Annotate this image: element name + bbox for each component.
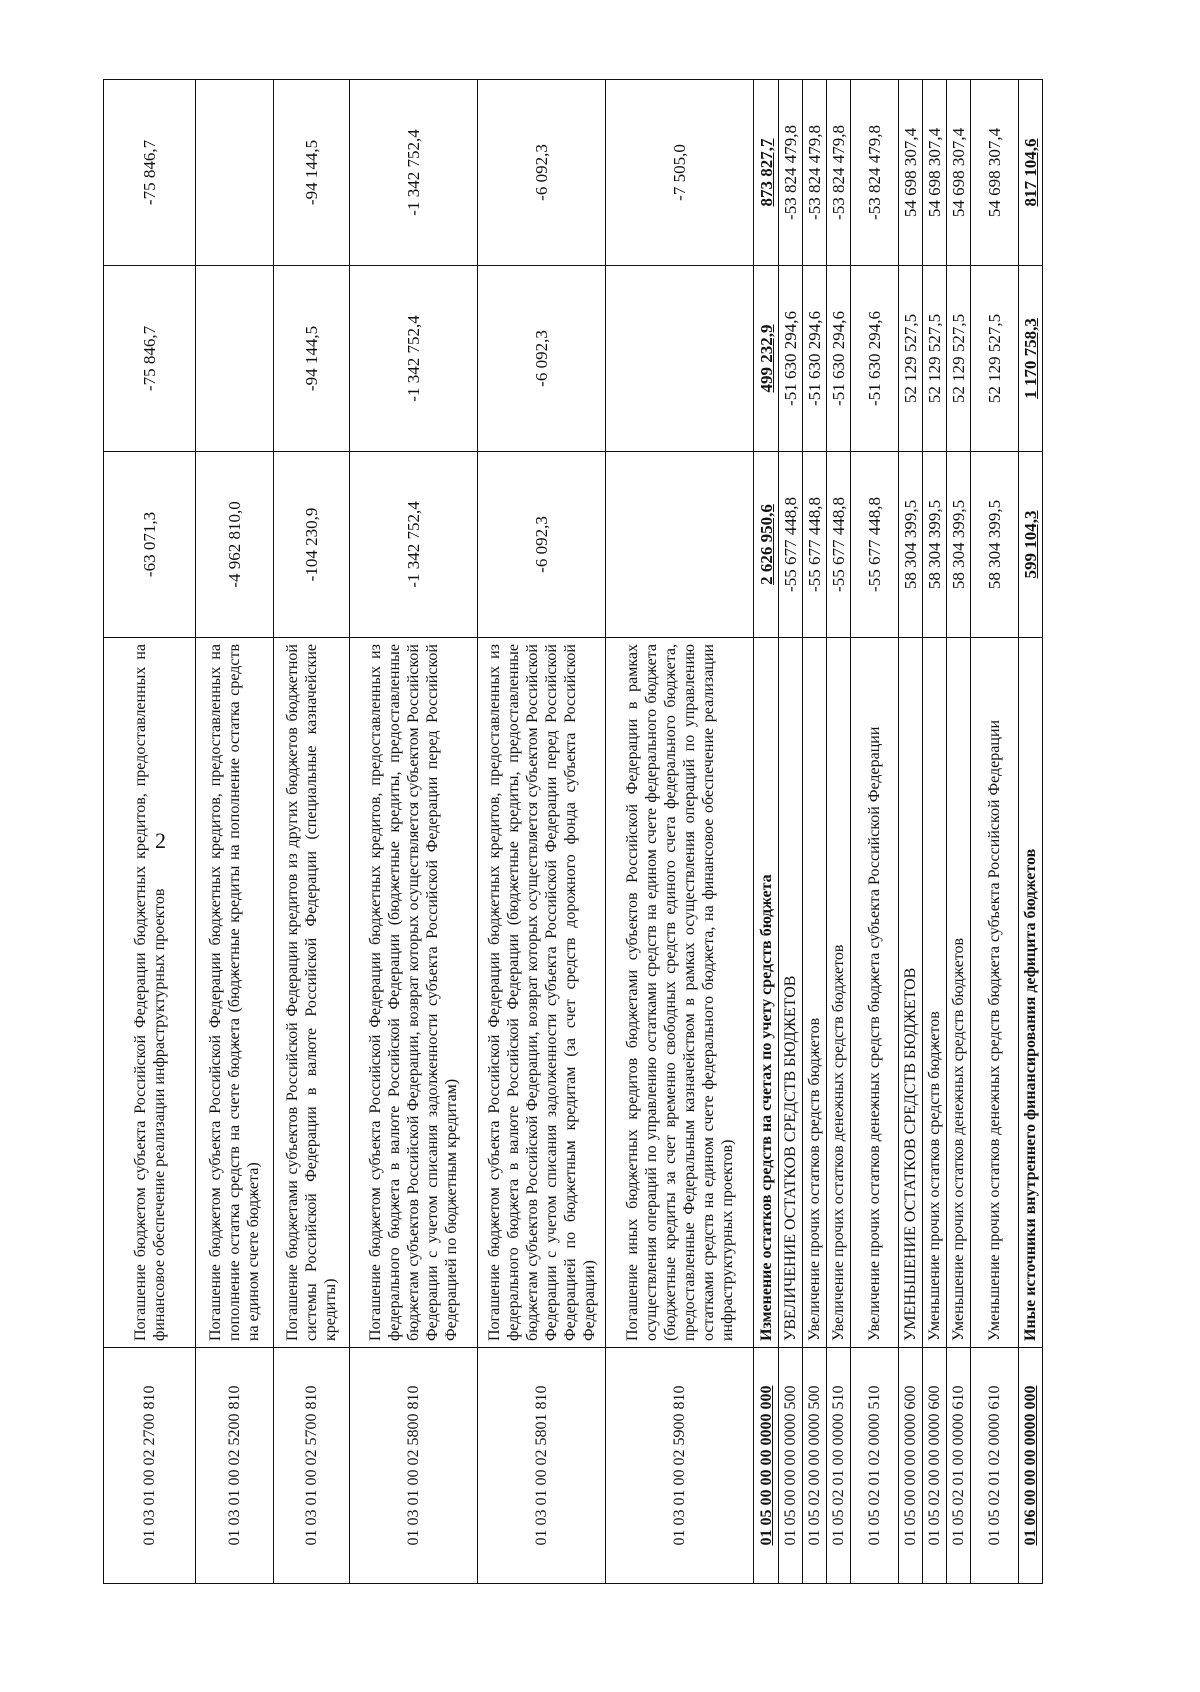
table-row bbox=[478, 80, 606, 1584]
item-name-cell: Изменение остатков средств на счетах по учету средств бюджета bbox=[754, 638, 779, 1348]
item-name-cell: Уменьшение прочих остатков денежных средств бюджета субъекта Российской Федерации bbox=[971, 638, 1019, 1348]
amount-cell-1: 58 304 399,5 bbox=[923, 452, 947, 638]
amount-cell-1: 58 304 399,5 bbox=[899, 452, 923, 638]
amount-cell-3: 54 698 307,4 bbox=[923, 80, 947, 266]
item-name-cell: УВЕЛИЧЕНИЕ ОСТАТКОВ СРЕДСТВ БЮДЖЕТОВ bbox=[779, 638, 803, 1348]
budget-code-cell: 01 05 02 01 00 0000 510 bbox=[827, 1348, 851, 1584]
item-name-cell: Погашение бюджетом субъекта Российской Федерации бюджетных кредитов, предоставленных из федерального бюджета в валюте Российской Федерации (бюджетные кредиты, предоставленные бюджетам субъектов Российской Федерации, возврат которых осуществляется субъектом Российской Федерации с учетом списания задолженности субъекта Российской Федерации перед Российской Федерацией по бюджетным кредитам (за счет средств дорожного фонда субъекта Российской Федерации) bbox=[478, 638, 606, 1348]
item-name-cell: Уменьшение прочих остатков денежных средств бюджетов bbox=[947, 638, 971, 1348]
amount-cell-2: -6 092,3 bbox=[478, 266, 606, 452]
amount-cell-3: -7 505,0 bbox=[606, 80, 754, 266]
table-row bbox=[899, 80, 923, 1584]
budget-code-cell: 01 06 00 00 00 0000 000 bbox=[1019, 1348, 1043, 1584]
amount-cell-2: 52 129 527,5 bbox=[923, 266, 947, 452]
page-number: 2 bbox=[155, 828, 166, 853]
budget-code-cell: 01 05 00 00 00 0000 000 bbox=[754, 1348, 779, 1584]
table-row bbox=[803, 80, 827, 1584]
amount-cell-3: -94 144,5 bbox=[274, 80, 350, 266]
amount-cell-2: -51 630 294,6 bbox=[851, 266, 899, 452]
budget-code-cell: 01 05 02 01 02 0000 610 bbox=[971, 1348, 1019, 1584]
table-row bbox=[779, 80, 803, 1584]
budget-code-cell: 01 05 00 00 00 0000 500 bbox=[779, 1348, 803, 1584]
amount-cell-2: -51 630 294,6 bbox=[803, 266, 827, 452]
budget-code-cell: 01 03 01 00 02 5801 810 bbox=[478, 1348, 606, 1584]
item-name-cell: Погашение бюджетом субъекта Российской Федерации бюджетных кредитов, предоставленных из федерального бюджета в валюте Российской Федерации (бюджетные кредиты, предоставленные бюджетам субъектов Российской Федерации, возврат которых осуществляется субъектом Российской Федерации с учетом списания задолженности субъекта Российской Федерации перед Российской Федерацией по бюджетным кредитам) bbox=[350, 638, 478, 1348]
amount-cell-2: -51 630 294,6 bbox=[827, 266, 851, 452]
amount-cell-3: 817 104,6 bbox=[1019, 80, 1043, 266]
amount-cell-3: -53 824 479,8 bbox=[827, 80, 851, 266]
amount-cell-1: -55 677 448,8 bbox=[827, 452, 851, 638]
amount-cell-1: -104 230,9 bbox=[274, 452, 350, 638]
amount-cell-3: 54 698 307,4 bbox=[899, 80, 923, 266]
financing-sources-table bbox=[103, 79, 1043, 1584]
amount-cell-1 bbox=[606, 452, 754, 638]
amount-cell-3: -53 824 479,8 bbox=[851, 80, 899, 266]
table-row bbox=[274, 80, 350, 1584]
item-name-cell: Увеличение прочих остатков денежных средств бюджета субъекта Российской Федерации bbox=[851, 638, 899, 1348]
budget-code-cell: 01 03 01 00 02 5800 810 bbox=[350, 1348, 478, 1584]
budget-code-cell: 01 03 01 00 02 5700 810 bbox=[274, 1348, 350, 1584]
item-name-cell: Увеличение прочих остатков средств бюджетов bbox=[803, 638, 827, 1348]
amount-cell-1: -6 092,3 bbox=[478, 452, 606, 638]
table-row bbox=[754, 80, 779, 1584]
budget-code-cell: 01 05 02 00 00 0000 600 bbox=[923, 1348, 947, 1584]
amount-cell-1: 599 104,3 bbox=[1019, 452, 1043, 638]
item-name-cell: УМЕНЬШЕНИЕ ОСТАТКОВ СРЕДСТВ БЮДЖЕТОВ bbox=[899, 638, 923, 1348]
budget-code-cell: 01 05 00 00 00 0000 600 bbox=[899, 1348, 923, 1584]
item-name-cell: Погашение бюджетом субъекта Российской Федерации бюджетных кредитов, предоставленных на пополнение остатка средств на счете бюджета (бюджетные кредиты на пополнение остатка средств на едином счете бюджета) bbox=[196, 638, 274, 1348]
amount-cell-1: -55 677 448,8 bbox=[803, 452, 827, 638]
amount-cell-3: 54 698 307,4 bbox=[947, 80, 971, 266]
amount-cell-2: 1 170 758,3 bbox=[1019, 266, 1043, 452]
budget-code-cell: 01 05 02 01 02 0000 510 bbox=[851, 1348, 899, 1584]
amount-cell-1: -55 677 448,8 bbox=[851, 452, 899, 638]
amount-cell-1: 2 626 950,6 bbox=[754, 452, 779, 638]
item-name-cell: Погашение иных бюджетных кредитов бюджетами субъектов Российской Федерации в рамках осуществления операций по управлению остатками средств на едином счете федерального бюджета (бюджетные кредиты за счет временно свободных средств единого счета федерального бюджета, предоставленные Федеральным казначейством в рамках осуществления операций по управлению остатками средств на едином счете федерального бюджета, на финансовое обеспечение реализации инфраструктурных проектов) bbox=[606, 638, 754, 1348]
amount-cell-2: 52 129 527,5 bbox=[899, 266, 923, 452]
item-name-cell: Погашение бюджетом субъекта Российской Федерации бюджетных кредитов, предоставленных на финансовое обеспечение реализации инфраструктурных проектов bbox=[104, 638, 196, 1348]
item-name-cell: Погашение бюджетами субъектов Российской Федерации кредитов из других бюджетов бюджетной системы Российской Федерации в валюте Российской Федерации (специальные казначейские кредиты) bbox=[274, 638, 350, 1348]
amount-cell-3: 873 827,7 bbox=[754, 80, 779, 266]
table-row bbox=[947, 80, 971, 1584]
item-name-cell: Увеличение прочих остатков денежных средств бюджетов bbox=[827, 638, 851, 1348]
table-row bbox=[827, 80, 851, 1584]
amount-cell-2: -75 846,7 bbox=[104, 266, 196, 452]
amount-cell-3: -75 846,7 bbox=[104, 80, 196, 266]
amount-cell-2: 52 129 527,5 bbox=[947, 266, 971, 452]
table-row bbox=[350, 80, 478, 1584]
table-row bbox=[851, 80, 899, 1584]
budget-code-cell: 01 03 01 00 02 2700 810 bbox=[104, 1348, 196, 1584]
item-name-cell: Уменьшение прочих остатков средств бюджетов bbox=[923, 638, 947, 1348]
table-row bbox=[1019, 80, 1043, 1584]
budget-code-cell: 01 03 01 00 02 5900 810 bbox=[606, 1348, 754, 1584]
amount-cell-3: -53 824 479,8 bbox=[803, 80, 827, 266]
table-row bbox=[196, 80, 274, 1584]
table-row bbox=[923, 80, 947, 1584]
amount-cell-2: -1 342 752,4 bbox=[350, 266, 478, 452]
amount-cell-2: 52 129 527,5 bbox=[971, 266, 1019, 452]
amount-cell-3: 54 698 307,4 bbox=[971, 80, 1019, 266]
amount-cell-2: 499 232,9 bbox=[754, 266, 779, 452]
budget-code-cell: 01 05 02 00 00 0000 500 bbox=[803, 1348, 827, 1584]
amount-cell-3: -1 342 752,4 bbox=[350, 80, 478, 266]
amount-cell-1: -1 342 752,4 bbox=[350, 452, 478, 638]
table-row bbox=[971, 80, 1019, 1584]
amount-cell-3: -53 824 479,8 bbox=[779, 80, 803, 266]
amount-cell-2 bbox=[606, 266, 754, 452]
table-row bbox=[104, 80, 196, 1584]
amount-cell-3 bbox=[196, 80, 274, 266]
table-row bbox=[606, 80, 754, 1584]
rotated-table-container bbox=[103, 80, 1087, 1584]
amount-cell-1: -55 677 448,8 bbox=[779, 452, 803, 638]
amount-cell-2: -94 144,5 bbox=[274, 266, 350, 452]
amount-cell-2 bbox=[196, 266, 274, 452]
amount-cell-1: -4 962 810,0 bbox=[196, 452, 274, 638]
amount-cell-3: -6 092,3 bbox=[478, 80, 606, 266]
budget-code-cell: 01 03 01 00 02 5200 810 bbox=[196, 1348, 274, 1584]
item-name-cell: Иные источники внутреннего финансирования дефицита бюджетов bbox=[1019, 638, 1043, 1348]
amount-cell-1: 58 304 399,5 bbox=[971, 452, 1019, 638]
amount-cell-1: 58 304 399,5 bbox=[947, 452, 971, 638]
budget-code-cell: 01 05 02 01 00 0000 610 bbox=[947, 1348, 971, 1584]
amount-cell-2: -51 630 294,6 bbox=[779, 266, 803, 452]
amount-cell-1: -63 071,3 bbox=[104, 452, 196, 638]
